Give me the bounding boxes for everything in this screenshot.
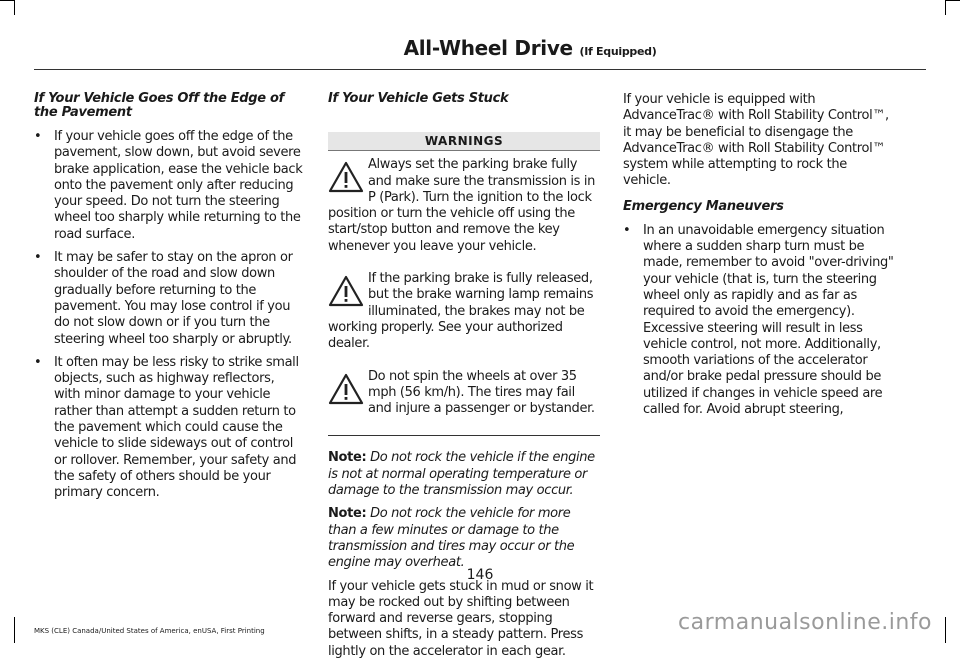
crop-mark <box>14 617 15 643</box>
footer-text: MKS (CLE) Canada/United States of America, enUSA, First Printing <box>34 627 265 635</box>
warning-triangle-icon <box>328 275 364 307</box>
crop-mark <box>945 617 946 643</box>
note: Note: Do not rock the vehicle for more than a few minutes or damage to the transmission and tires may occur or the engine may overheat. <box>328 506 575 571</box>
warning-item: Do not spin the wheels at over 35 mph (56 km/h). The tires may fail and injure a passenger or bystander. <box>328 369 600 428</box>
section-heading: Emergency Maneuvers <box>623 198 784 214</box>
section-heading: If Your Vehicle Gets Stuck <box>328 91 509 106</box>
body-paragraph: If your vehicle is equipped with AdvanceTrac® with Roll Stability Control™, it may be beneficial to disengage the AdvanceTrac® with Roll Stability Control™ system while attempting to rock the vehicle. <box>623 92 889 189</box>
list-item: • It often may be less risky to strike small objects, such as highway reflectors, with minor damage to your vehicle rather than attempt a sudden return to the pavement which could cause the vehicle to slide sideways out of control or rollover. Remember, your safety and the safety of others should be your primary concern. <box>34 354 299 501</box>
crop-mark <box>14 0 15 15</box>
list-item: • If your vehicle goes off the edge of the pavement, slow down, but avoid severe brake application, ease the vehicle back onto the pavement only after reducing your speed. Do not turn the steering wheel too sharply while returning to the road surface. <box>34 129 303 242</box>
column-3 <box>623 92 898 425</box>
list-item: • In an unavoidable emergency situation where a sudden sharp turn must be made, remember to avoid "over-driving" your vehicle (that is, turn the steering wheel only as rapidly and as far as required to avoid the emergency). Excessive steering will result in less vehicle control, not more. Additionally, smooth variations of the accelerator and/or brake pedal pressure should be utilized if changes in vehicle speed are called for. Avoid abrupt steering, <box>623 222 894 418</box>
warnings-header: WARNINGS <box>328 132 600 151</box>
warning-triangle-icon <box>328 161 364 193</box>
header-rule <box>34 69 926 70</box>
column-1 <box>34 92 304 509</box>
note: Note: Do not rock the vehicle if the engine is not at normal operating temperature or damage to the transmission may occur. <box>328 450 595 499</box>
crop-mark <box>945 0 946 15</box>
warnings-end-rule <box>328 435 600 436</box>
crop-mark <box>945 0 960 1</box>
watermark: carmanualsonline.info <box>678 610 932 635</box>
warning-triangle-icon <box>328 373 364 405</box>
page-title: All-Wheel Drive (If Equipped) <box>403 36 657 60</box>
warning-item: Always set the parking brake fully and make sure the transmission is in P (Park). Turn the ignition to the lock position or turn the vehicle off using the start/stop button and remove the key whenever you leave your vehicle. <box>328 157 596 254</box>
body-paragraph: If your vehicle gets stuck in mud or snow it may be rocked out by shifting between forward and reverse gears, stopping between shifts, in a steady pattern. Press lightly on the accelerator in each gear. <box>328 578 594 659</box>
list-item: • It may be safer to stay on the apron or shoulder of the road and slow down gradually before returning to the pavement. You may lose control if you do not slow down or if you turn the steering wheel too sharply or abruptly. <box>34 250 293 347</box>
crop-mark <box>0 0 15 1</box>
section-heading: If Your Vehicle Goes Off the Edge of the Pavement <box>34 91 285 120</box>
warning-item: If the parking brake is fully released, but the brake warning lamp remains illuminated, the brakes may not be working properly. See your authorized dealer. <box>328 271 594 352</box>
page-number: 146 <box>466 567 494 583</box>
page-subtitle: (If Equipped) <box>579 45 657 58</box>
page-header <box>0 36 960 60</box>
